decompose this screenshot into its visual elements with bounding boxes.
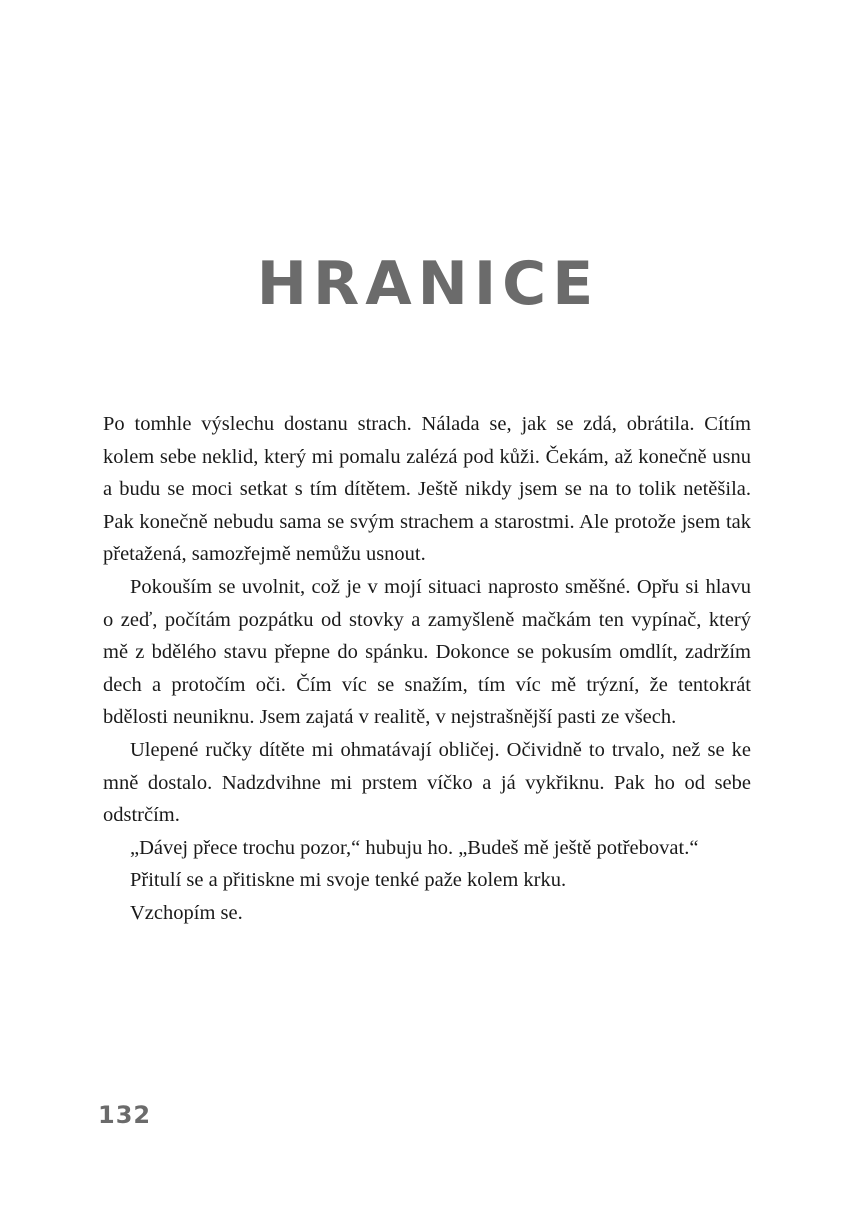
paragraph: Vzchopím se.	[130, 901, 243, 924]
paragraph: „Dávej přece trochu pozor,“ hubuju ho. „Budeš mě ještě potřebovat.“	[130, 836, 699, 859]
chapter-body	[103, 408, 751, 930]
paragraph: Po tomhle výslechu dostanu strach. Nálada se, jak se zdá, obrátila. Cítím kolem sebe neklid, který mi pomalu zalézá pod kůži. Čekám, až konečně usnu a budu se moci setkat s tím dítětem. Ještě nikdy jsem se na to tolik netěšila. Pak konečně nebudu sama se svým strachem a starostmi. Ale protože jsem tak přetažená, samozřejmě nemůžu usnout.	[103, 413, 751, 566]
paragraph: Přitulí se a přitiskne mi svoje tenké paže kolem krku.	[130, 869, 567, 892]
paragraph: Ulepené ručky dítěte mi ohmatávají obličej. Očividně to trvalo, než se ke mně dostalo. Nadzdvihne mi prstem víčko a já vykřiknu. Pak ho od sebe odstrčím.	[103, 738, 751, 827]
chapter-title: HRANICE	[256, 249, 600, 319]
paragraph: Pokouším se uvolnit, což je v mojí situaci naprosto směšné. Opřu si hlavu o zeď, počítám pozpátku od stovky a zamyšleně mačkám ten vypínač, který mě z bdělého stavu přepne do spánku. Dokonce se pokusím omdlít, zadržím dech a protočím oči. Čím víc se snažím, tím víc mě trýzní, že tentokrát bdělosti neuniknu. Jsem zajatá v realitě, v nejstrašnější pasti ze všech.	[103, 575, 751, 729]
page-number: 132	[98, 1101, 152, 1129]
